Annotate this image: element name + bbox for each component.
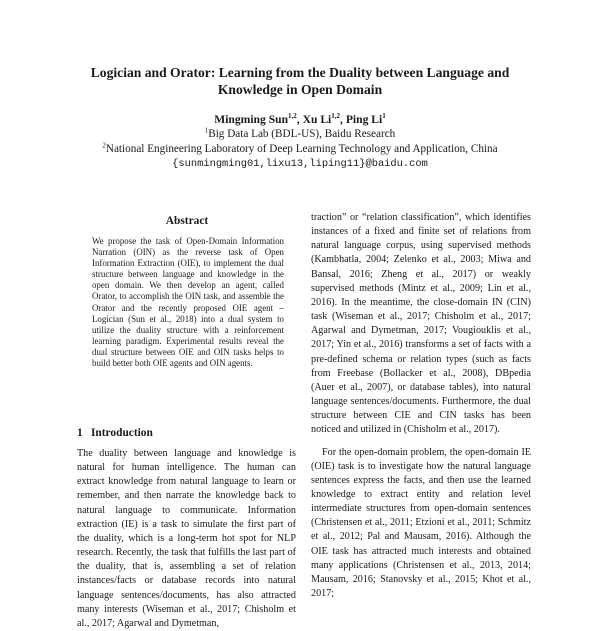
right-column bbox=[311, 211, 531, 601]
affiliation-text: Big Data Lab (BDL-US), Baidu Research bbox=[208, 128, 396, 140]
author-affil-marker: 1 bbox=[382, 112, 386, 121]
author-emails: {sunmingming01,lixu13,liping11}@baidu.com bbox=[172, 158, 428, 170]
affiliation bbox=[40, 142, 560, 156]
body-paragraph: traction” or “relation classification”, which identifies instances of a fixed and finite set of relations from natural language corpus, using supervised methods (Kambhatla, 2004; Zelenko et al., 2003; Miwa and Bansal, 2016; Zheng et al., 2017) or weakly supervised methods (Mintz et al., 2009; Lin et al., 2016). In the meantime, the close-domain IN (CIN) task (Wiseman et al., 2017; Chisholm et al., 2017; Agarwal and Dymetman, 2017; Vougiouklis et al., 2017; Yin et al., 2016) transforms a set of facts with a pre-defined schema or relation types (such as facts from Freebase (Bollacker et al., 2008), DBpedia (Auer et al., 2007), or database tables), into natural language sentences/documents. Furthermore, the dual structure between CIE and CIN tasks has been noticed and utilized in (Chisholm et al., 2017). bbox=[311, 212, 531, 436]
section-title: Introduction bbox=[91, 427, 153, 439]
affiliation-marker: 1 bbox=[204, 126, 209, 135]
affiliation bbox=[40, 127, 560, 141]
introduction-paragraph: The duality between language and knowledge is natural for human intelligence. The human can extract knowledge from natural language to learn or remember, and then narrate the knowledge back to natural language to communicate. Information extraction (IE) is a task to simulate the first part of the duality, which is a long-term hot spot for NLP research. Recently, the task that fulfills the last part of the duality, that is, assembling a set of relation instances/facts or database records into natural language sentences/documents, has also attracted many interests (Wiseman et al., 2017; Chisholm et al., 2017; Agarwal and Dymetman, bbox=[77, 448, 296, 629]
author bbox=[303, 113, 346, 126]
introduction-body bbox=[77, 447, 296, 631]
author-list bbox=[60, 113, 540, 127]
author-name: Xu Li bbox=[302, 113, 332, 126]
paper-title: Logician and Orator: Learning from the Duality between Language and Knowledge in Open Domain bbox=[90, 65, 510, 97]
author-affil-marker: 1,2 bbox=[331, 112, 341, 121]
section-number: 1 bbox=[77, 427, 83, 439]
abstract-heading: Abstract bbox=[165, 215, 209, 227]
author-name: Mingming Sun bbox=[214, 113, 289, 126]
body-paragraph: For the open-domain problem, the open-domain IE (OIE) task is to investigate how the natural language sentences express the facts, and then use the learned knowledge to extract entity and relation level intermediate structures from open-domain sentences (Christensen et al., 2011; Etzioni et al., 2011; Schmitz et al., 2012; Pal and Mausam, 2016). Although the OIE task has attracted much interests and obtained many applications (Christensen et al., 2013, 2014; Mausam, 2016; Stanovsky et al., 2015; Khot et al., 2017; bbox=[311, 446, 531, 600]
affiliation-marker: 2 bbox=[102, 141, 106, 150]
author bbox=[346, 113, 386, 126]
author-separator: , bbox=[340, 113, 346, 126]
abstract-body bbox=[92, 236, 284, 369]
abstract-text: We propose the task of Open-Domain Information Narration (OIN) as the reverse task of Open Information Extraction (OIE), to implement the dual structure between language and knowledge in the open domain. We then develop an agent, called Orator, to accomplish the OIN task, and assemble the Orator and the recently proposed OIE agent – Logician (Sun et al., 2018) into a dual system to utilize the duality structure with a reinforcement learning paradigm. Experimental results reveal the dual structure between OIE and OIN tasks helps to build better both OIE agents and OIN agents. bbox=[92, 236, 284, 369]
author-affil-marker: 1,2 bbox=[288, 112, 297, 121]
affiliation-text: National Engineering Laboratory of Deep Learning Technology and Application, China bbox=[105, 143, 498, 155]
author-name: Ping Li bbox=[345, 113, 383, 126]
author bbox=[214, 113, 302, 126]
section-heading-introduction bbox=[77, 427, 153, 439]
author-separator: , bbox=[296, 113, 303, 126]
